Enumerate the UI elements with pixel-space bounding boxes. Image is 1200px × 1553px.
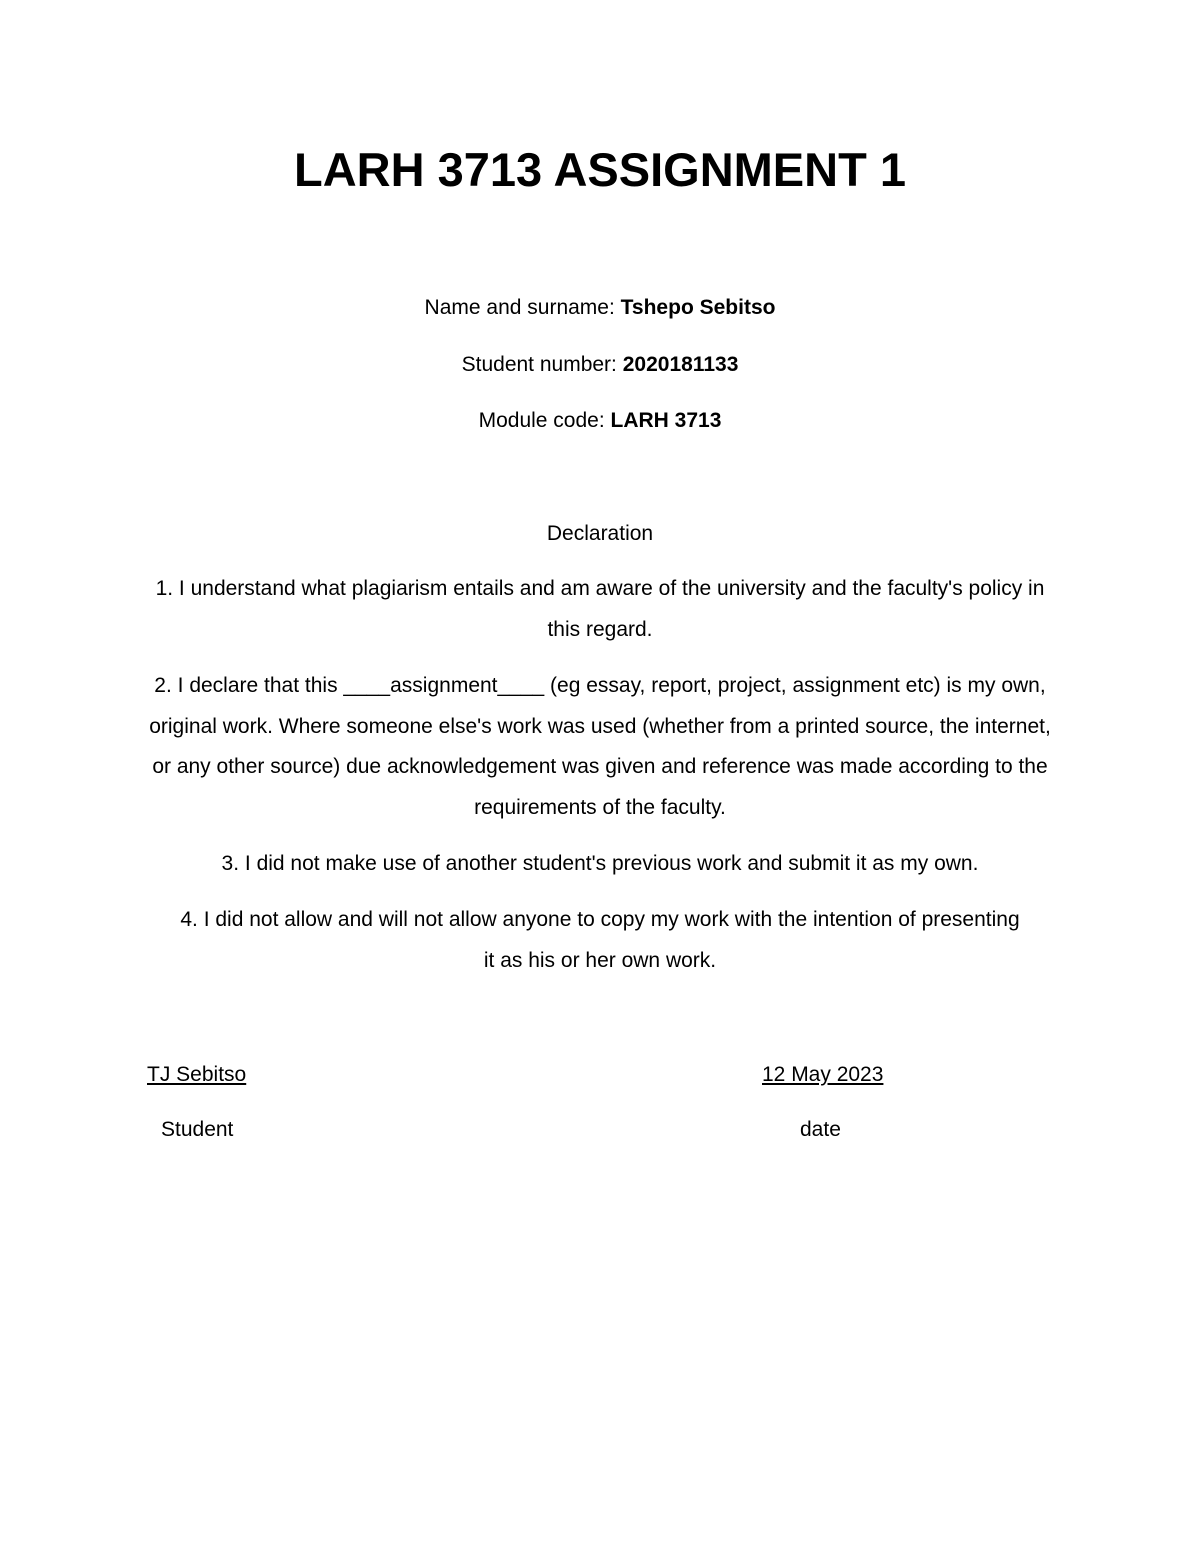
declaration-heading: Declaration — [546, 522, 654, 545]
module-code-line — [0, 406, 1200, 436]
declaration-item-3: 3. I did not make use of another student's previous work and submit it as my own. — [221, 852, 979, 875]
declaration-item-4: 4. I did not allow and will not allow anyone to copy my work with the intention of presenting it as his or her own work. — [180, 908, 1020, 972]
module-code-value: LARH 3713 — [610, 409, 722, 432]
student-number-line — [0, 350, 1200, 380]
date-label: date — [800, 1118, 841, 1141]
name-value: Tshepo Sebitso — [620, 296, 776, 319]
declaration-item-1: 1. I understand what plagiarism entails and am aware of the university and the faculty's policy in this regard. — [155, 577, 1045, 641]
declaration-item-2: 2. I declare that this ____assignment____ (eg essay, report, project, assignment etc) is my own, original work. Where someone else's work was used (whether from a printed source, the internet, or any other source) due acknowledgement was given and reference was made according to the requirements of the faculty. — [149, 674, 1051, 819]
name-label: Name and surname: — [424, 296, 621, 319]
module-code-label: Module code: — [478, 409, 611, 432]
name-line — [0, 293, 1200, 323]
student-signature-name: TJ Sebitso — [147, 1063, 247, 1086]
student-label: Student — [161, 1118, 234, 1141]
signature-date: 12 May 2023 — [762, 1063, 884, 1086]
student-number-label: Student number: — [461, 353, 623, 376]
student-number-value: 2020181133 — [622, 353, 739, 376]
document-title: LARH 3713 ASSIGNMENT 1 — [293, 143, 906, 196]
